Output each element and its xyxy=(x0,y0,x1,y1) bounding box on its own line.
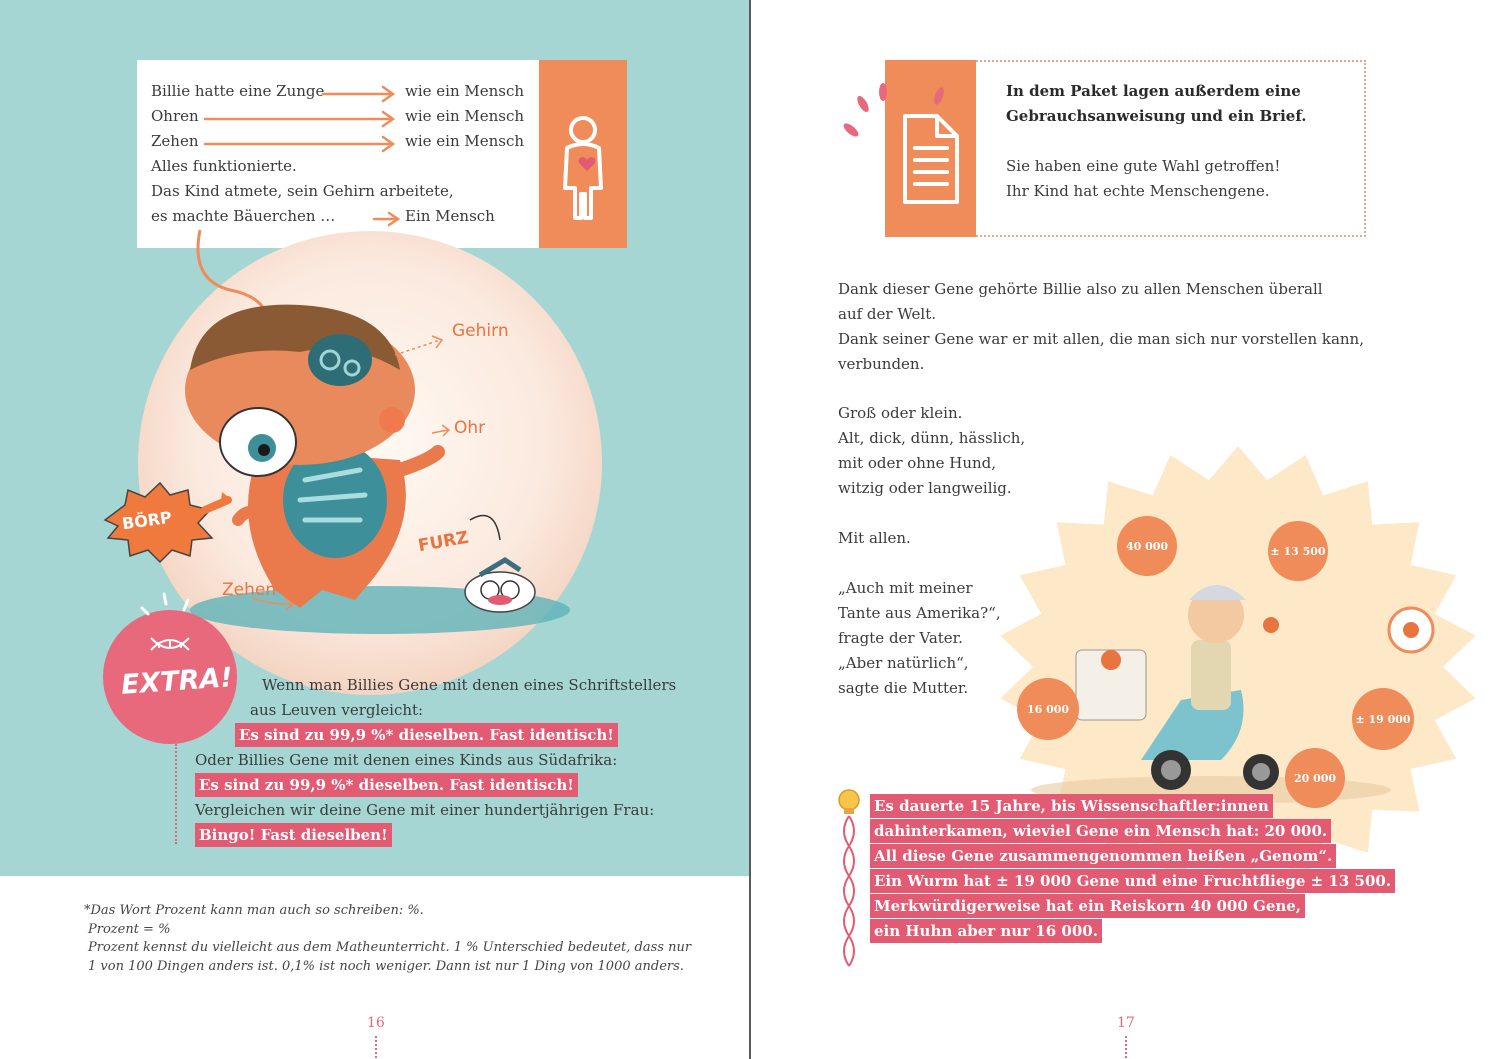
label-borp: BÖRP xyxy=(120,507,173,534)
extra-badge xyxy=(103,610,237,744)
letter-bold2: Gebrauchsanweisung und ein Brief. xyxy=(1006,107,1307,125)
extra-highlight2: Es sind zu 99,9 %* dieselben. Fast identisch! xyxy=(195,773,578,797)
extra-line2: aus Leuven vergleicht: xyxy=(250,701,424,719)
panel-line6-left: es machte Bäuerchen … xyxy=(151,207,336,225)
footnote-line4: 1 von 100 Dingen anders ist. 0,1% ist noch weniger. Dann ist nur 1 Ding von 1000 anders. xyxy=(88,959,684,974)
fact-line5: Merkwürdigerweise hat ein Reiskorn 40 000 Gene, xyxy=(870,894,1305,918)
footnote-line3: Prozent kennst du vielleicht aus dem Matheunterricht. 1 % Unterschied bedeutet, dass nur xyxy=(88,940,692,955)
page-number-left-dots xyxy=(375,1036,377,1058)
bubble-40000: 40 000 xyxy=(1117,516,1177,576)
fact-line6: ein Huhn aber nur 16 000. xyxy=(870,919,1102,943)
label-zehen: Zehen xyxy=(222,580,277,600)
label-ohr: Ohr xyxy=(454,418,486,438)
body-line: Tante aus Amerika?“, xyxy=(838,604,1001,622)
extra-line4: Vergleichen wir deine Gene mit einer hundertjährigen Frau: xyxy=(195,801,655,819)
panel-row3-left: Zehen xyxy=(151,132,199,150)
bubble-19000: ± 19 000 xyxy=(1352,688,1414,750)
bubble-20000: 20 000 xyxy=(1285,748,1345,808)
bubble-16000: 16 000 xyxy=(1017,678,1079,740)
label-gehirn: Gehirn xyxy=(452,321,509,341)
panel-line5: Das Kind atmete, sein Gehirn arbeitete, xyxy=(151,182,454,200)
fact-line3: All diese Gene zusammengenommen heißen „Genom“. xyxy=(870,844,1336,868)
body-line: verbunden. xyxy=(838,355,925,373)
body-line: mit oder ohne Hund, xyxy=(838,454,997,472)
panel-line4: Alles funktionierte. xyxy=(151,157,297,175)
panel-row3-right: wie ein Mensch xyxy=(405,132,525,150)
page-number-right-dots xyxy=(1125,1036,1127,1058)
fact-line2: dahinterkamen, wieviel Gene ein Mensch hat: 20 000. xyxy=(870,819,1331,843)
letter-bold1: In dem Paket lagen außerdem eine xyxy=(1006,82,1301,100)
body-line: Dank dieser Gene gehörte Billie also zu allen Menschen überall xyxy=(838,280,1323,298)
extra-line3: Oder Billies Gene mit denen eines Kinds aus Südafrika: xyxy=(195,751,618,769)
extra-highlight1: Es sind zu 99,9 %* dieselben. Fast identisch! xyxy=(235,723,618,747)
body-line: Alt, dick, dünn, hässlich, xyxy=(838,429,1026,447)
panel-row2-left: Ohren xyxy=(151,107,199,125)
panel-row1-right: wie ein Mensch xyxy=(405,82,525,100)
right-page xyxy=(751,0,1500,1059)
extra-line1: Wenn man Billies Gene mit denen eines Schriftstellers xyxy=(262,676,677,694)
body-line: Mit allen. xyxy=(838,529,911,547)
footnote-line2: Prozent = % xyxy=(88,922,171,937)
body-line: Groß oder klein. xyxy=(838,404,963,422)
panel-row2-right: wie ein Mensch xyxy=(405,107,525,125)
page-number-left: 16 xyxy=(367,1015,385,1031)
footnote-line1: *Das Wort Prozent kann man auch so schreiben: %. xyxy=(84,903,424,918)
bubble-13500: ± 13 500 xyxy=(1268,521,1328,581)
label-furz: FURZ xyxy=(416,527,471,557)
body-line: Dank seiner Gene war er mit allen, die man sich nur vorstellen kann, xyxy=(838,330,1364,348)
body-line: witzig oder langweilig. xyxy=(838,479,1012,497)
fact-line1: Es dauerte 15 Jahre, bis Wissenschaftler:innen xyxy=(870,794,1273,818)
extra-sparks-icon xyxy=(130,588,210,618)
body-line: auf der Welt. xyxy=(838,305,937,323)
sparks-icon xyxy=(841,82,961,162)
extra-badge-text: EXTRA! xyxy=(120,662,234,701)
page-number-right: 17 xyxy=(1117,1015,1135,1031)
body-line: fragte der Vater. xyxy=(838,629,963,647)
fact-line4: Ein Wurm hat ± 19 000 Gene und eine Fruchtfliege ± 13 500. xyxy=(870,869,1395,893)
extra-dotted-line xyxy=(175,744,177,844)
extra-highlight3: Bingo! Fast dieselben! xyxy=(195,823,392,847)
body-line: „Auch mit meiner xyxy=(838,579,973,597)
body-line: „Aber natürlich“, xyxy=(838,654,969,672)
letter-line4: Ihr Kind hat echte Menschengene. xyxy=(1006,182,1270,200)
lightbulb-icon xyxy=(834,786,864,976)
panel-line6-right: Ein Mensch xyxy=(405,207,495,225)
panel-row1-left: Billie hatte eine Zunge xyxy=(151,82,325,100)
letter-line3: Sie haben eine gute Wahl getroffen! xyxy=(1006,157,1281,175)
body-line: sagte die Mutter. xyxy=(838,679,969,697)
